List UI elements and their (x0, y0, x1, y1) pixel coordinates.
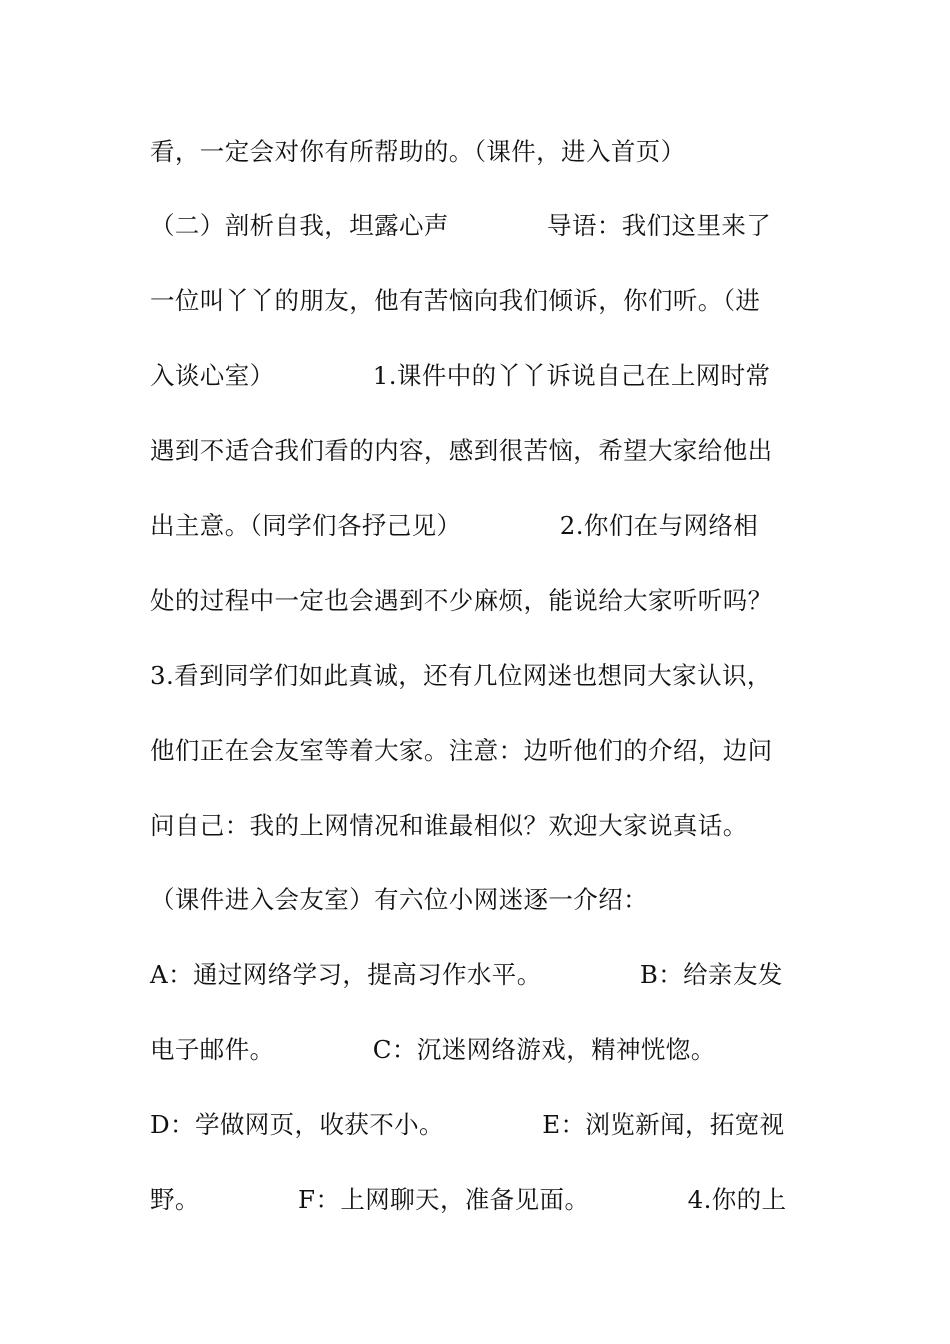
body-text-line: A：通过网络学习，提高习作水平。 B：给亲友发 (150, 960, 783, 989)
body-text-line: 问自己：我的上网情况和谁最相似？欢迎大家说真话。 (150, 811, 748, 840)
body-text-line: （课件进入会友室）有六位小网迷逐一介绍： (150, 885, 648, 914)
body-text-line: 电子邮件。 C：沉迷网络游戏，精神恍惚。 (150, 1035, 716, 1064)
body-text-line: 一位叫丫丫的朋友，他有苦恼向我们倾诉，你们听。（进 (150, 286, 761, 315)
body-text-line: 出主意。（同学们各抒己见） 2.你们在与网络相 (150, 511, 759, 540)
body-text-line: 野。 F：上网聊天，准备见面。 4.你的上 (150, 1185, 787, 1214)
body-text-line: 遇到不适合我们看的内容，感到很苦恼，希望大家给他出 (150, 436, 773, 465)
body-text-line: 看，一定会对你有所帮助的。（课件，进入首页） (150, 137, 686, 166)
body-text-line: 他们正在会友室等着大家。注意：边听他们的介绍，边问 (150, 736, 773, 765)
body-text-line: 处的过程中一定也会遇到不少麻烦，能说给大家听听吗？ (150, 586, 773, 615)
body-text-line: D：学做网页，收获不小。 E：浏览新闻，拓宽视 (150, 1110, 785, 1139)
body-text-line: 入谈心室） 1.课件中的丫丫诉说自己在上网时常 (150, 361, 771, 390)
body-text-line: 3.看到同学们如此真诚，还有几位网迷也想同大家认识， (150, 661, 772, 690)
body-text-line: （二）剖析自我，坦露心声 导语：我们这里来了 (150, 211, 772, 240)
